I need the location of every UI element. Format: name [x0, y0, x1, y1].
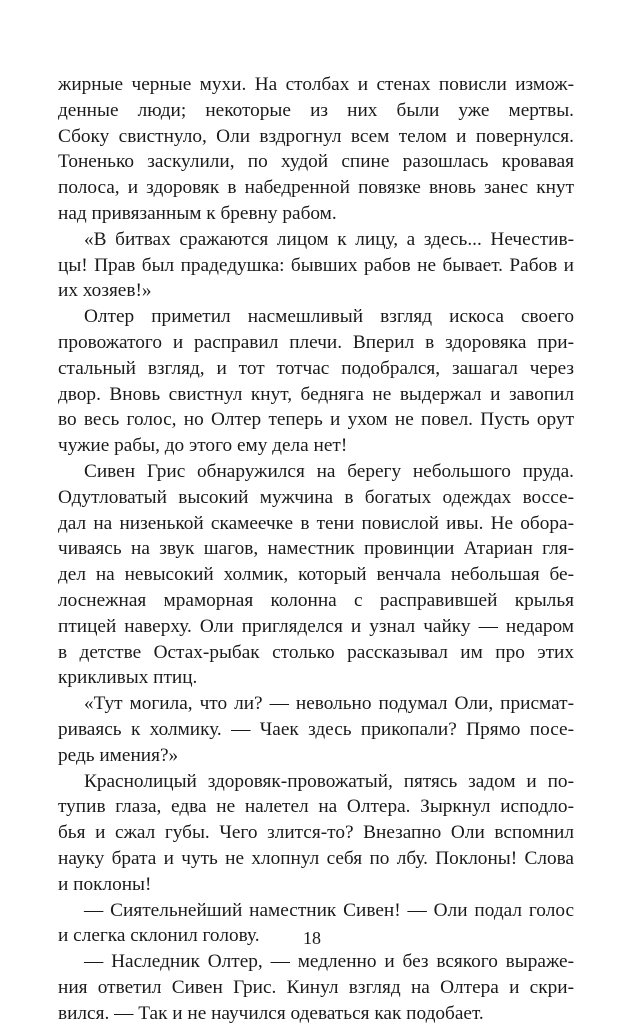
text-line: Сивен Грис обнаружился на берегу небольшого пруда. — [84, 460, 574, 482]
text-line: чужие рабы, до этого ему дела нет! — [58, 435, 348, 457]
text-line: денные люди; некоторые из них были уже мертвы. — [58, 99, 574, 121]
text-line: Олтер приметил насмешливый взгляд искоса своего — [84, 306, 574, 328]
text-line: «В битвах сражаются лицом к лицу, а здесь... Нечестив- — [84, 228, 574, 250]
text-line: полоса, и здоровяк в набедренной повязке вновь занес кнут — [58, 177, 574, 199]
text-line: жирные черные мухи. На столбах и стенах повисли измож- — [58, 74, 574, 95]
text-line: чиваясь на звук шагов, наместник провинции Атариан гля- — [58, 538, 574, 560]
paragraph — [58, 304, 574, 459]
paragraph — [58, 949, 574, 1026]
text-line: дел на невысокий холмик, который венчала небольшая бе- — [58, 564, 574, 586]
text-line: вился. — Так и не научился одеваться как подобает. — [58, 1002, 484, 1024]
text-line: над привязанным к бревну рабом. — [58, 202, 337, 224]
text-line: провожатого и расправил плечи. Вперил в здоровяка при- — [58, 331, 574, 353]
text-line: двор. Вновь свистнул кнут, бедняга не выдержал и завопил — [58, 383, 574, 405]
text-line: их хозяев!» — [58, 280, 152, 302]
text-line: и слегка склонил голову. — [58, 925, 260, 947]
text-line: бья и сжал губы. Чего злится-то? Внезапно Оли вспомнил — [58, 822, 574, 844]
text-line: стальный взгляд, и тот тотчас подобрался, зашагал через — [58, 357, 574, 379]
text-line: цы! Прав был прадедушка: бывших рабов не бывает. Рабов и — [58, 254, 574, 276]
paragraph — [58, 769, 574, 898]
text-line: науку брата и чуть не хлопнул себя по лбу. Поклоны! Слова — [58, 847, 574, 869]
text-line: Одутловатый высокий мужчина в богатых одеждах воссе- — [58, 486, 574, 508]
text-line: редь имения?» — [58, 744, 179, 766]
text-line: Сбоку свистнуло, Оли вздрогнул всем телом и повернулся. — [58, 125, 574, 147]
paragraph — [58, 691, 574, 768]
text-line: — Сиятельнейший наместник Сивен! — Оли подал голос — [84, 899, 574, 921]
text-line: дал на низенькой скамеечке в тени повислой ивы. Не обора- — [58, 512, 574, 534]
text-line: в детстве Остах-рыбак столько рассказывал им про этих — [58, 641, 574, 663]
text-line: крикливых птиц. — [58, 667, 198, 689]
text-line: Краснолицый здоровяк-провожатый, пятясь задом и по- — [84, 770, 574, 792]
paragraph — [58, 72, 574, 227]
text-line: во весь голос, но Олтер теперь и ухом не повел. Пусть орут — [58, 409, 574, 431]
page-number: 18 — [303, 928, 321, 948]
text-line: риваясь к холмику. — Чаек здесь прикопали? Прямо посе- — [58, 718, 574, 740]
text-line: «Тут могила, что ли? — невольно подумал Оли, присмат- — [84, 693, 574, 715]
text-line: ния ответил Сивен Грис. Кинул взгляд на Олтера и скри- — [58, 976, 574, 998]
paragraph — [58, 227, 574, 304]
paragraph — [58, 459, 574, 691]
text-line: и поклоны! — [58, 873, 152, 895]
text-line: тупив глаза, едва не налетел на Олтера. Зыркнул исподло- — [58, 796, 574, 818]
text-line: — Наследник Олтер, — медленно и без всякого выраже- — [84, 951, 574, 973]
text-line: птицей наверху. Оли пригляделся и узнал чайку — недаром — [58, 615, 574, 637]
text-line: лоснежная мраморная колонна с расправившей крылья — [58, 589, 574, 611]
page-text — [58, 72, 574, 1026]
text-line: Тоненько заскулили, по худой спине разошлась кровавая — [58, 151, 574, 173]
